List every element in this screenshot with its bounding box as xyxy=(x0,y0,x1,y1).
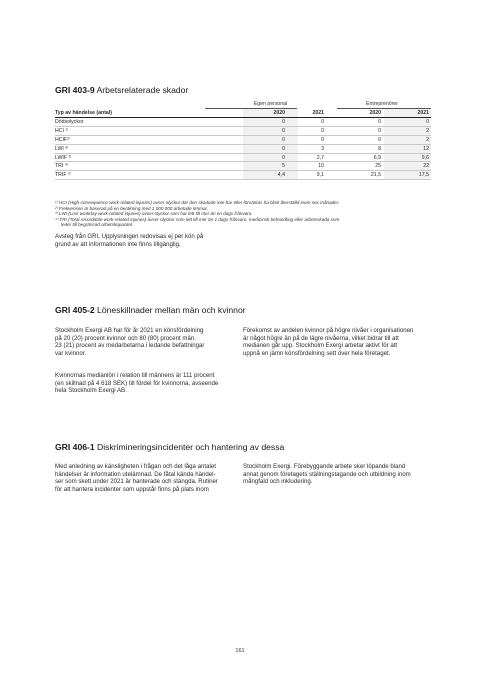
cell-value: 0 xyxy=(282,154,285,161)
table-row xyxy=(55,171,431,180)
discrimination-paragraph-left xyxy=(55,463,218,493)
footnote: ⁴⁾ TRI (Total recordable work-related injuries) avser olyckor som lett till mer än 1 dags frånvaro, medicinsk behandling eller arbetsskada som xyxy=(55,216,340,222)
cell-value: 0 xyxy=(282,145,285,152)
text-line: grund av att informationen inte finns tillgänglig. xyxy=(55,240,181,248)
cell-value: 0 xyxy=(321,127,324,134)
text-line: uppnå en jämn könsfördelning sett över hela företaget. xyxy=(243,349,391,357)
cell-value: 0 xyxy=(282,136,285,143)
cell-value: 2,7 xyxy=(316,154,324,161)
text-line: på 20 (20) procent kvinnor och 80 (80) procent män. xyxy=(55,334,196,342)
cell-value: 0 xyxy=(282,127,285,134)
text-line: Förekomst av andelen kvinnor på högre nivåer i organisationen xyxy=(243,327,414,334)
injuries-table xyxy=(55,100,431,180)
cell-value: 9,1 xyxy=(316,172,324,179)
footnote: leder till begränsad arbetskapacitet. xyxy=(61,222,134,228)
section-title-403-9 xyxy=(55,85,188,95)
table-row xyxy=(55,127,431,136)
text-line: Stockholm Exergi. Förebyggande arbete sker löpande bland xyxy=(243,463,406,470)
cell-value: 8 xyxy=(378,145,381,152)
text-line: (en skillnad på 4 618 SEK) till fördel för kvinnorna, avseende xyxy=(55,379,219,387)
text-line: var kvinnor. xyxy=(55,349,87,357)
discrimination-paragraph-right xyxy=(243,463,411,486)
page-number: 161 xyxy=(235,648,245,654)
text-line: för att hantera incidenter som uppstår finns på plats inom xyxy=(55,485,209,493)
group-label-own-staff: Egen personal xyxy=(253,101,288,107)
text-line: händelser är information utelämnad. De fåtal kända händel- xyxy=(55,470,216,478)
row-label: Dödsolyckor xyxy=(55,119,84,125)
cell-value: 9,6 xyxy=(421,154,429,161)
section-heading: Diskrimineringsincidenter och hantering av dessa xyxy=(97,442,285,452)
cell-value: 21,5 xyxy=(370,172,381,179)
text-line: ser som skett under 2021 är hanterade och stängda. Rutiner xyxy=(55,478,218,486)
column-header-year: 2021 xyxy=(417,110,429,116)
cell-value: 0 xyxy=(282,119,285,125)
text-line: Kvinnornas medianlön i relation till männens är 111 procent xyxy=(55,372,215,379)
table-row xyxy=(55,154,431,163)
section-code: GRI 405-2 xyxy=(55,305,95,315)
gender-distribution-paragraph xyxy=(55,327,204,357)
column-header-year: 2020 xyxy=(369,110,381,116)
section-code: GRI 403-9 xyxy=(55,85,95,95)
cell-value: 5 xyxy=(282,163,285,170)
row-label: LWIF ²⁾ xyxy=(55,154,72,161)
text-line: är något högre än på de lägre nivåerna, vilket bidrar till att xyxy=(243,334,399,342)
cell-value: 6,9 xyxy=(373,154,381,161)
table-header-row xyxy=(55,109,431,118)
table-row xyxy=(55,145,431,154)
cell-value: 0 xyxy=(321,119,324,125)
cell-value: 2 xyxy=(426,136,429,143)
cell-value: 10 xyxy=(318,163,324,170)
column-header-year: 2020 xyxy=(273,110,285,116)
cell-value: 0 xyxy=(378,127,381,134)
section-code: GRI 406-1 xyxy=(55,442,95,452)
text-line: annat genom företagets ställningstagande och utbildning inom xyxy=(243,470,411,478)
text-line: Med anledning av känsligheten i frågan och det låga antalet xyxy=(55,463,216,470)
women-levels-paragraph xyxy=(243,327,413,357)
table-group-header xyxy=(55,100,431,109)
text-line: medianen går upp. Stockholm Exergi arbetar aktivt för att xyxy=(243,342,398,350)
median-salary-paragraph xyxy=(55,372,218,395)
section-heading: Löneskillnader mellan män och kvinnor xyxy=(97,305,246,315)
cell-value: 0 xyxy=(321,136,324,143)
column-header-year: 2021 xyxy=(312,110,324,116)
cell-value: 0 xyxy=(378,119,381,125)
row-label: HCI ¹⁾ xyxy=(55,127,69,134)
row-label: LWI ³⁾ xyxy=(55,145,69,152)
text-line: mångfald och inkludering. xyxy=(243,478,313,486)
cell-value: 3 xyxy=(321,145,324,152)
cell-value: 12 xyxy=(423,145,429,152)
text-line: hela Stockholm Exergi AB. xyxy=(55,387,127,395)
cell-value: 0 xyxy=(426,119,429,125)
footnote: ¹⁾ HCI (High-consequence work-related injuries) avser olyckor där den skadade inte har eller förväntas ha blivit återställd inom sex månader. xyxy=(55,200,340,205)
table-footnotes xyxy=(55,200,435,228)
table-row xyxy=(55,118,431,127)
cell-value: 0 xyxy=(378,136,381,143)
cell-value: 25 xyxy=(375,163,381,170)
footnote: ³⁾ LWI (Lost workday work-related injuries) avser olyckor som har lett till mer än en dags frånvaro. xyxy=(55,211,253,217)
row-label: TRI ⁴⁾ xyxy=(55,163,69,170)
text-line: Avsteg från GRI, Upplysningen redovisas ej per kön på xyxy=(55,233,204,240)
footnote: ²⁾ Frekvensen är baserad på en beräkning med 1 000 000 arbetade timmar. xyxy=(55,205,209,211)
text-line: 23 (21) procent av medarbetarna i ledande befattningar xyxy=(55,342,205,350)
cell-value: 17,5 xyxy=(418,172,429,179)
cell-value: 2 xyxy=(426,127,429,134)
section-heading: Arbetsrelaterade skador xyxy=(96,85,189,95)
table-row xyxy=(55,136,431,145)
row-label: HCIF²⁾ xyxy=(55,136,71,143)
cell-value: 22 xyxy=(423,163,429,170)
group-label-contractors: Entreprenörer xyxy=(365,101,398,107)
text-line: Stockholm Exergi AB har för år 2021 en könsfördelning xyxy=(55,327,204,334)
deviation-paragraph xyxy=(55,233,203,248)
cell-value: 4,4 xyxy=(277,172,285,179)
column-header-type: Typ av händelse (antal) xyxy=(55,110,112,116)
table-row xyxy=(55,162,431,171)
row-label: TRIF ²⁾ xyxy=(55,172,71,179)
section-title-405-2 xyxy=(55,305,246,315)
section-title-406-1 xyxy=(55,442,284,452)
